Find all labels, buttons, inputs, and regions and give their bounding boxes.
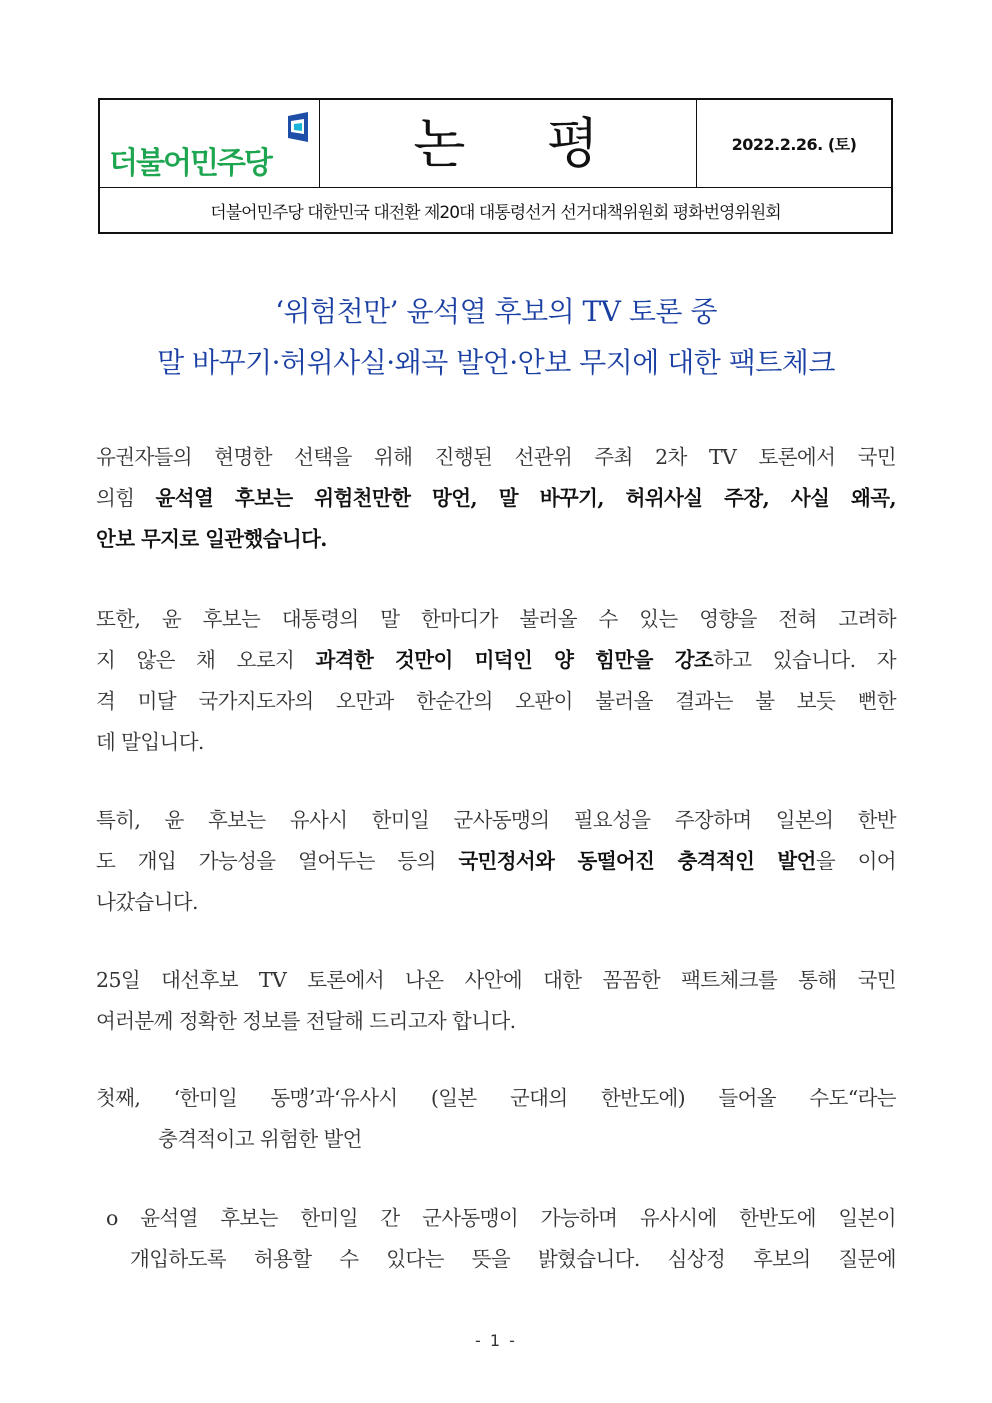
party-logo-mark-icon (286, 112, 310, 142)
paragraph-line (96, 640, 896, 681)
header-date-cell (697, 100, 891, 187)
bold-text: 과격한 것만이 미덕인 양 힘만을 강조 (315, 648, 714, 672)
document-type-title: 논 평 (413, 111, 631, 175)
paragraph-line: 데 말입니다. (96, 730, 204, 754)
text-run: 의힘 (96, 486, 156, 510)
header-title-cell (320, 100, 697, 187)
paragraph-line: 25일 대선후보 TV 토론에서 나온 사안에 대한 꼼꼼한 팩트체크를 통해 국민 (96, 968, 896, 992)
paragraph-line (96, 478, 896, 519)
bold-text: 국민정서와 동떨어진 충격적인 발언 (458, 849, 816, 873)
headline-line-2: 말 바꾸기·허위사실·왜곡 발언·안보 무지에 대한 팩트체크 (157, 346, 835, 379)
text-run: 도 개입 가능성을 열어두는 등의 (96, 849, 459, 873)
paragraph-3 (96, 800, 896, 923)
section-heading-line: 첫째, ‘한미일 동맹’과‘유사시 (일본 군대의 한반도에) 들어올 수도“라는 (96, 1086, 896, 1110)
paragraph-line: 유권자들의 현명한 선택을 위해 진행된 선관위 주최 2차 TV 토론에서 국민 (96, 445, 896, 469)
party-logo-text: 더불어민주당 (109, 146, 271, 181)
page-number: - 1 - (475, 1331, 517, 1350)
section-heading-line: 충격적이고 위험한 발언 (158, 1127, 362, 1151)
paragraph-line (96, 841, 896, 882)
header-table (98, 98, 893, 234)
paragraph-2 (96, 599, 896, 763)
text-run: 하고 있습니다. 자 (713, 648, 897, 672)
paragraph-line: 격 미달 국가지도자의 오만과 한순간의 오판이 불러올 결과는 불 보듯 뻔한 (96, 689, 896, 713)
committee-name: 더불어민주당 대한민국 대전환 제20대 대통령선거 선거대책위원회 평화번영위원회 (210, 202, 781, 223)
bullet-item (96, 1198, 896, 1280)
paragraph-4 (96, 960, 896, 1042)
party-logo (100, 100, 320, 187)
paragraph-line: 특히, 윤 후보는 유사시 한미일 군사동맹의 필요성을 주장하며 일본의 한반 (96, 808, 896, 832)
paragraph-1 (96, 437, 896, 560)
header-bottom-row (100, 188, 891, 232)
bullet-line: o 윤석열 후보는 한미일 간 군사동맹이 가능하며 유사시에 한반도에 일본이 (106, 1206, 896, 1230)
headline-line-1: ‘위험천만’ 윤석열 후보의 TV 토론 중 (275, 295, 717, 328)
bullet-line: 개입하도록 허용할 수 있다는 뜻을 밝혔습니다. 심상정 후보의 질문에 (130, 1247, 896, 1271)
paragraph-line: 또한, 윤 후보는 대통령의 말 한마디가 불러올 수 있는 영향을 전혀 고려하 (96, 607, 896, 631)
paragraph-line: 나갔습니다. (96, 890, 198, 914)
paragraph-line: 여러분께 정확한 정보를 전달해 드리고자 합니다. (96, 1009, 516, 1033)
text-run: 을 이어 (815, 849, 896, 873)
section-heading-1 (96, 1078, 896, 1160)
text-run: 지 않은 채 오로지 (96, 648, 316, 672)
document-date: 2022.2.26. (토) (731, 135, 857, 154)
paragraph-line: 안보 무지로 일관했습니다. (96, 527, 327, 551)
header-top-row (100, 100, 891, 188)
bold-text: 윤석열 후보는 위험천만한 망언, 말 바꾸기, 허위사실 주장, 사실 왜곡, (155, 486, 896, 510)
